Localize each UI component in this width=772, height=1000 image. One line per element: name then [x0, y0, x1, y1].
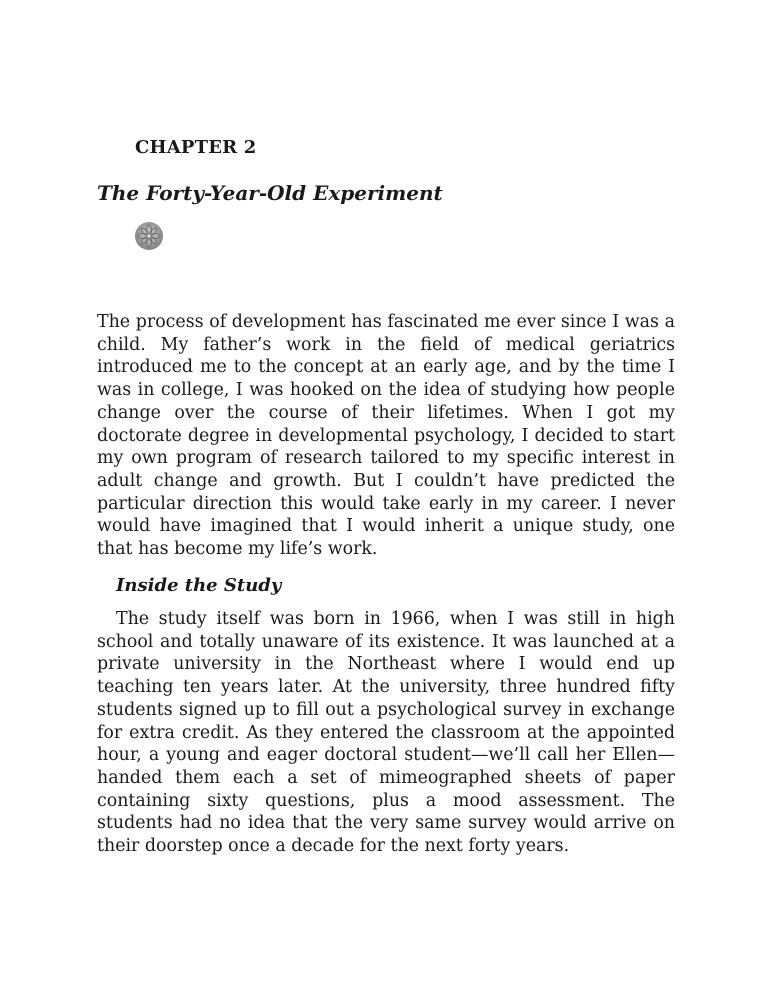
chapter-label: CHAPTER 2 — [135, 137, 257, 158]
section-heading: Inside the Study — [116, 575, 282, 596]
intro-paragraph: The process of development has fascinated me ever since I was a child. My father’s work in the field of medical geriatrics introduced me to the concept at an early age, and by the time I was in college, I was hooked on the idea of studying how people change over the course of their lifetimes. When I got my doctorate degree in developmental psychology, I decided to start my own program of research tailored to my specific interest in adult change and growth. But I couldn’t have predicted the particular direction this would take early in my career. I never would have imagined that I would inherit a unique study, one that has become my life’s work. — [97, 312, 675, 560]
floral-rosette-icon — [134, 221, 164, 251]
section-paragraph: The study itself was born in 1966, when I was still in high school and totally unaware of its existence. It was launched at a private university in the Northeast where I would end up teaching ten years later. At the university, three hundred fifty students signed up to fill out a psychological survey in exchange for extra credit. As they entered the classroom at the appointed hour, a young and eager doctoral student—we’ll call her Ellen—handed them each a set of mimeographed sheets of paper containing sixty questions, plus a mood assessment. The students had no idea that the very same survey would arrive on their doorstep once a decade for the next forty years. — [97, 609, 675, 857]
chapter-title: The Forty-Year-Old Experiment — [97, 181, 443, 205]
